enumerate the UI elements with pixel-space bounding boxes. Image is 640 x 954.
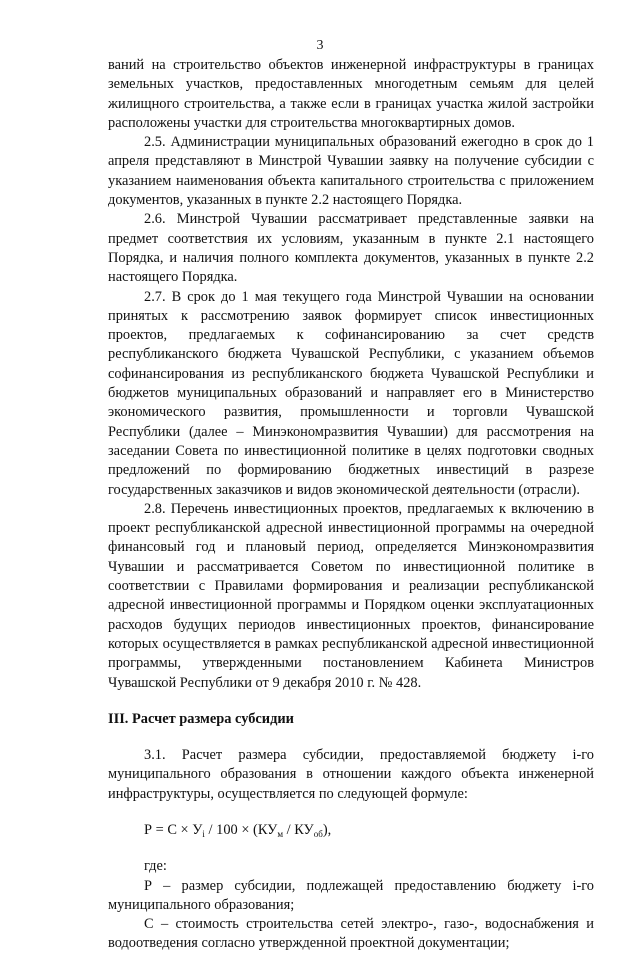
document-body — [108, 56, 594, 954]
page-number: 3 — [316, 38, 324, 53]
paragraph-2-6: 2.6. Минстрой Чувашии рассматривает представленные заявки на предмет соответствия их условиям, указанным в пункте 2.1 настоящего Порядка, и наличия полного комплекта документов, указанных в пункте 2.2 настоящего Порядка. — [108, 211, 594, 286]
paragraph-continuation: ваний на строительство объектов инженерной инфраструктуры в границах земельных участков, предоставленных многодетным семьям для целей жилищного строительства, а также если в границах участка жилой застройки расположены участки для строительства многоквартирных домов. — [108, 57, 594, 131]
formula-lhs: Р = С × У — [144, 821, 203, 838]
section-heading: III. Расчет размера субсидии — [108, 710, 294, 727]
where-label: где: — [144, 858, 167, 875]
formula-sub-ob: об — [313, 828, 323, 839]
paragraph-2-8: 2.8. Перечень инвестиционных проектов, предлагаемых к включению в проект республиканской адресной инвестиционной программы на очередной финансовый год и плановый период, определяется Минэкономразвития Чувашии и рассматривается Советом по инвестиционной политике в соответствии с Правилами формирования и реализации республиканской адресной инвестиционной программы и Порядком оценки эксплуатационных расходов будущих периодов инвестиционных проектов, финансирование которых осуществляется в рамках республиканской адресной инвестиционной программы, утвержденными постановлением Кабинета Министров Чувашской Республики от 9 декабря 2010 г. № 428. — [108, 500, 594, 691]
paragraph-2-7: 2.7. В срок до 1 мая текущего года Минстрой Чувашии на основании принятых к рассмотрению заявок формирует список инвестиционных проектов, предлагаемых к софинансированию за счет средств республиканского бюджета Чувашской Республики, с указанием объемов софинансирования из республиканского бюджета Чувашской Республики и бюджетов муниципальных образований и направляет его в Министерство экономического развития, промышленности и торговли Чувашской Республики (далее – Минэкономразвития Чувашии) для рассмотрения на заседании Совета по инвестиционной политике в целях подготовки сводных предложений по формированию бюджетных инвестиций в разрезе государственных заказчиков и видов экономической деятельности (отрасли). — [108, 288, 594, 498]
formula-sub-m: м — [277, 828, 284, 839]
formula-div: / КУ — [283, 821, 314, 838]
paragraph-2-5: 2.5. Администрации муниципальных образований ежегодно в срок до 1 апреля представляют в Минстрой Чувашии заявку на получение субсидии с указанием наименования объекта капитального строительства с приложением документов, указанных в пункте 2.2 настоящего Порядка. — [108, 134, 594, 209]
formula-mid: / 100 × (КУ — [204, 821, 278, 838]
subsidy-formula — [108, 821, 594, 840]
formula-end: ), — [322, 821, 332, 838]
formula-sub-i: i — [202, 828, 205, 839]
definition-c: С – стоимость строительства сетей электро-, газо-, водоснабжения и водоотведения согласно утвержденной проектной документации; — [108, 916, 594, 952]
paragraph-3-1: 3.1. Расчет размера субсидии, предоставляемой бюджету i-го муниципального образования в отношении каждого объекта инженерной инфраструктуры, осуществляется по следующей формуле: — [108, 747, 594, 802]
definition-p: Р – размер субсидии, подлежащей предоставлению бюджету i-го муниципального образования; — [108, 877, 594, 913]
